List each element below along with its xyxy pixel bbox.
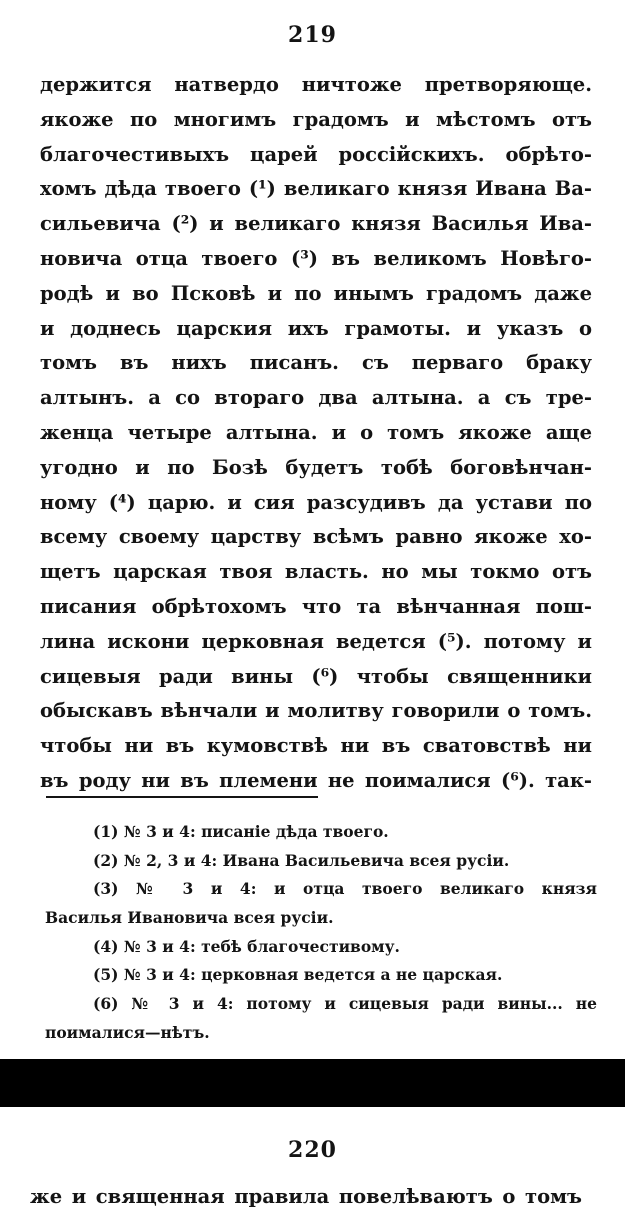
text-line: благочестивыхъ царей россійскихъ. обрѣто- bbox=[40, 142, 592, 166]
footnote-2: (2) № 2, 3 и 4: Ивана Васильевича всея русіи. bbox=[93, 850, 510, 870]
text-line: сицевыя ради вины (⁶) чтобы священники bbox=[40, 664, 592, 688]
text-line: якоже по многимъ градомъ и мѣстомъ отъ bbox=[40, 107, 592, 131]
text-line: чтобы ни въ кумовствѣ ни въ сватовствѣ ни bbox=[40, 734, 592, 758]
text-line: и доднесь царския ихъ грамоты. и указъ о bbox=[40, 316, 592, 340]
text-line: въ роду ни въ племени не поималися (⁶). так- bbox=[40, 768, 592, 792]
text-line: угодно и по Бозѣ будетъ тобѣ боговѣнчан- bbox=[40, 455, 592, 479]
text-line: ному (⁴) царю. и сия разсудивъ да устави по bbox=[40, 490, 592, 514]
footnote-6-continued: поималися—нѣтъ. bbox=[45, 1022, 210, 1042]
text-line: алтынъ. а со втораго два алтына. а съ тре- bbox=[40, 386, 592, 410]
page-separator-band bbox=[0, 1059, 625, 1107]
footnotes bbox=[45, 818, 597, 1048]
text-line: хомъ дѣда твоего (¹) великаго князя Ивана Ва- bbox=[40, 177, 592, 201]
text-line: всему своему царству всѣмъ равно якоже хо- bbox=[40, 525, 592, 549]
footnote-3-continued: Василья Ивановича всея русіи. bbox=[45, 908, 334, 928]
text-line: обыскавъ вѣнчали и молитву говорили о томъ. bbox=[40, 699, 592, 723]
footnote-6: (6) № 3 и 4: потому и сицевыя ради вины... не bbox=[93, 994, 597, 1014]
footnote-3: (3) № 3 и 4: и отца твоего великаго князя bbox=[93, 879, 597, 899]
text-line: писания обрѣтохомъ что та вѣнчанная пош- bbox=[40, 594, 592, 618]
page-number-top: 219 bbox=[288, 22, 337, 48]
footnote-5: (5) № 3 и 4: церковная ведется а не царская. bbox=[93, 965, 503, 985]
page-number-bottom: 220 bbox=[288, 1137, 337, 1163]
text-line: родѣ и во Псковѣ и по инымъ градомъ даже bbox=[40, 281, 592, 305]
main-text bbox=[40, 68, 592, 799]
text-line: лина искони церковная ведется (⁵). потому и bbox=[40, 629, 592, 653]
text-line: щетъ царская твоя власть. но мы токмо отъ bbox=[40, 560, 592, 584]
next-page-first-line: же и священная правила повелѣваютъ о томъ bbox=[30, 1185, 582, 1208]
footnote-divider bbox=[46, 796, 318, 798]
text-line: томъ въ нихъ писанъ. съ перваго браку bbox=[40, 351, 592, 375]
text-line: женца четыре алтына. и о томъ якоже аще bbox=[40, 420, 592, 444]
text-line: сильевича (²) и великаго князя Василья Ива- bbox=[40, 212, 592, 236]
footnote-4: (4) № 3 и 4: тебѣ благочестивому. bbox=[93, 936, 400, 956]
text-line: новича отца твоего (³) въ великомъ Новѣго- bbox=[40, 246, 592, 270]
footnote-1: (1) № 3 и 4: писаніе дѣда твоего. bbox=[93, 822, 389, 841]
text-line: держится натвердо ничтоже претворяюще. bbox=[40, 73, 592, 96]
